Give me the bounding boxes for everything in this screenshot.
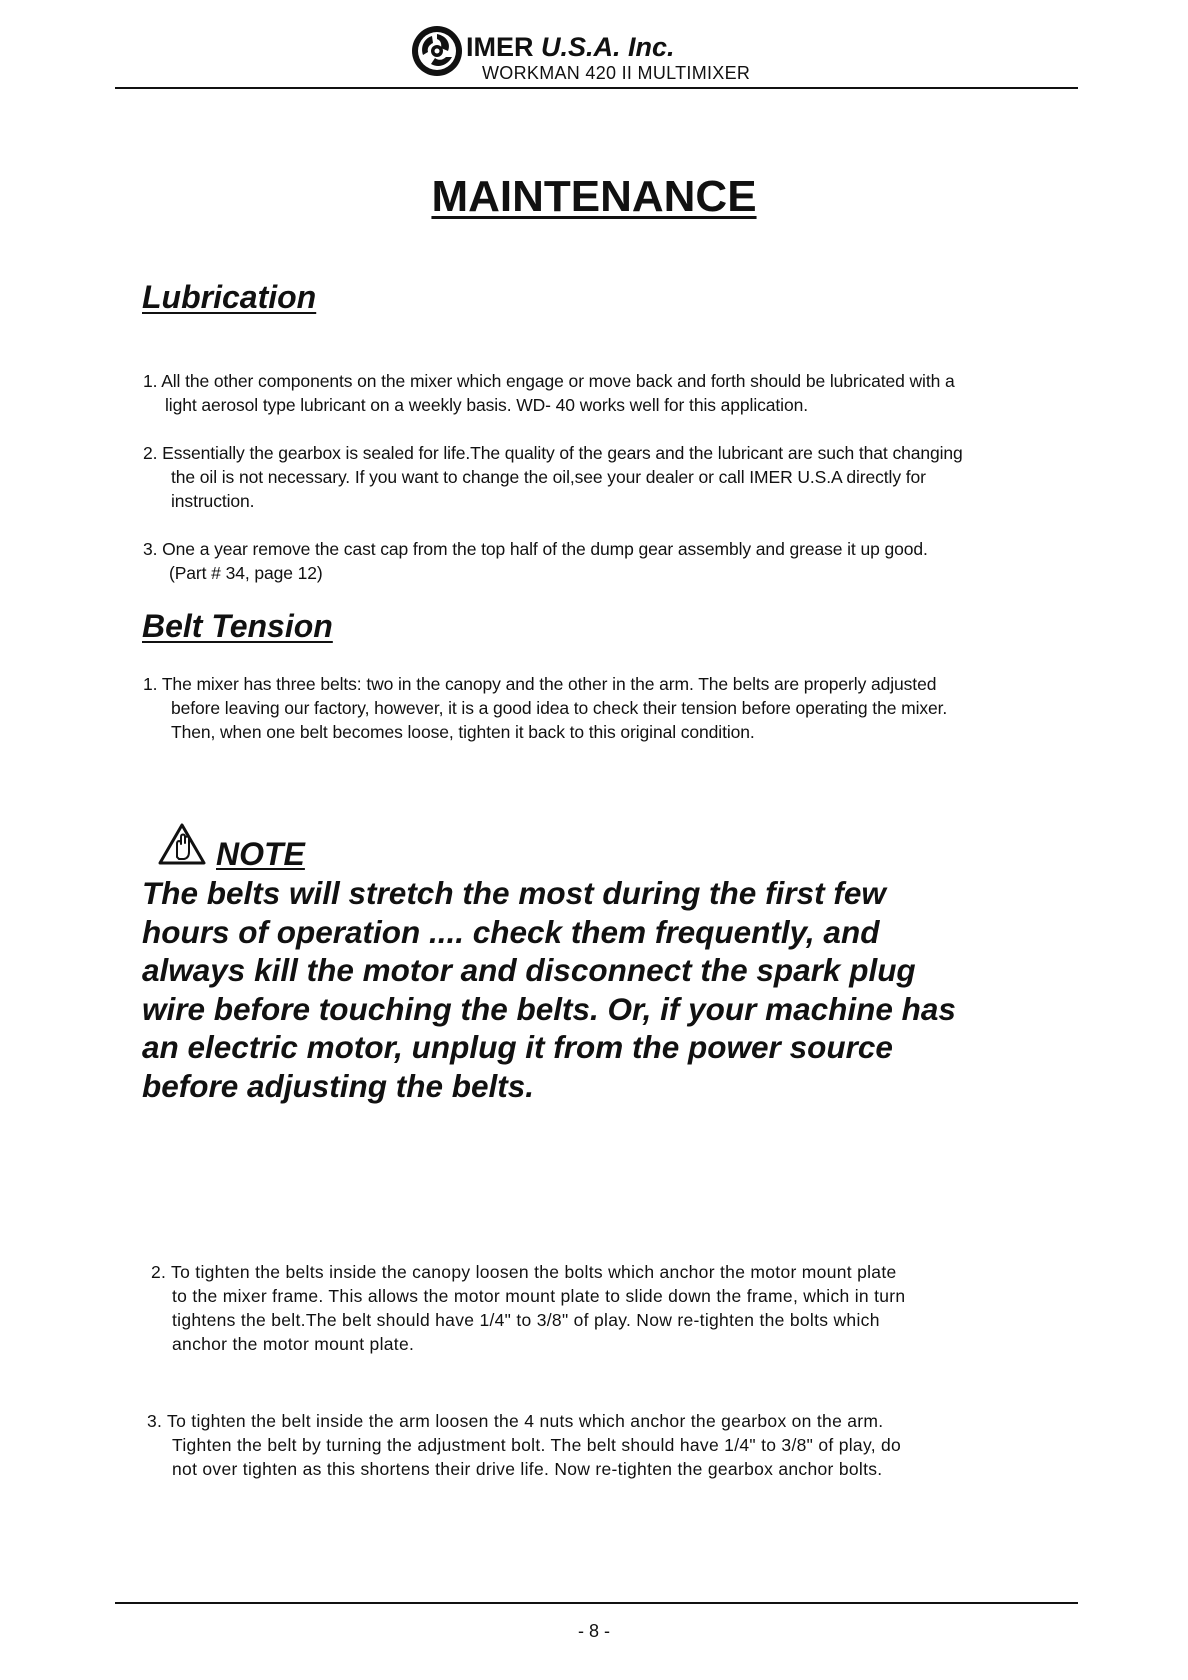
text-line: (Part # 34, page 12): [169, 563, 323, 583]
text-line: 2. Essentially the gearbox is sealed for life.The quality of the gears and the lubricant are such that changing: [143, 443, 963, 463]
belt-tension-item-1: [143, 672, 947, 744]
model-name: WORKMAN 420 II MULTIMIXER: [482, 63, 751, 83]
text-line: 3. One a year remove the cast cap from the top half of the dump gear assembly and grease it up good.: [143, 539, 928, 559]
brand-name: IMER U.S.A. Inc.: [466, 32, 675, 62]
text-line: anchor the motor mount plate.: [172, 1334, 415, 1354]
text-line: before leaving our factory, however, it is a good idea to check their tension before operating the mixer.: [171, 698, 948, 718]
footer-rule: [115, 1602, 1078, 1604]
header-rule: [115, 87, 1078, 89]
text-line: 2. To tighten the belts inside the canopy loosen the bolts which anchor the motor mount plate: [151, 1262, 897, 1282]
text-line: tightens the belt.The belt should have 1/4" to 3/8" of play. Now re-tighten the bolts which: [172, 1310, 880, 1330]
text-line: light aerosol type lubricant on a weekly basis. WD- 40 works well for this application.: [165, 395, 808, 415]
lubrication-item-3: [143, 537, 928, 585]
text-line: Then, when one belt becomes loose, tighten it back to this original condition.: [171, 722, 755, 742]
page-header: [0, 18, 1188, 88]
page-number: - 8 -: [577, 1621, 610, 1641]
text-line: 1. All the other components on the mixer which engage or move back and forth should be lubricated with a: [143, 371, 955, 391]
note-line: before adjusting the belts.: [142, 1067, 535, 1104]
belt-tension-heading: Belt Tension: [142, 608, 333, 644]
text-line: Tighten the belt by turning the adjustment bolt. The belt should have 1/4" to 3/8" of play, do: [172, 1435, 902, 1455]
note-line: The belts will stretch the most during the first few: [142, 875, 886, 911]
belt-step-2: [151, 1260, 905, 1356]
warning-triangle-hand-icon: [157, 822, 207, 866]
note-line: always kill the motor and disconnect the spark plug: [142, 952, 916, 988]
note-warning-text: [142, 874, 1072, 1105]
text-line: to the mixer frame. This allows the motor mount plate to slide down the frame, which in turn: [172, 1286, 906, 1306]
text-line: 3. To tighten the belt inside the arm loosen the 4 nuts which anchor the gearbox on the arm.: [147, 1411, 884, 1431]
text-line: 1. The mixer has three belts: two in the canopy and the other in the arm. The belts are properly adjusted: [143, 674, 937, 694]
lubrication-item-1: [143, 369, 955, 417]
note-line: hours of operation .... check them frequently, and: [142, 913, 880, 950]
page-title: MAINTENANCE: [431, 172, 757, 221]
lubrication-heading: Lubrication: [142, 279, 317, 315]
belt-step-3: [147, 1409, 901, 1481]
lubrication-item-2: [143, 441, 963, 513]
note-line: wire before touching the belts. Or, if your machine has: [142, 990, 956, 1027]
note-label: NOTE: [216, 836, 305, 872]
text-line: instruction.: [171, 491, 255, 511]
text-line: the oil is not necessary. If you want to change the oil,see your dealer or call IMER U.S.A directly for: [171, 467, 926, 487]
text-line: not over tighten as this shortens their drive life. Now re-tighten the gearbox anchor bolts.: [172, 1459, 883, 1479]
note-line: an electric motor, unplug it from the power source: [142, 1029, 893, 1065]
imer-logo-icon: [410, 24, 464, 78]
